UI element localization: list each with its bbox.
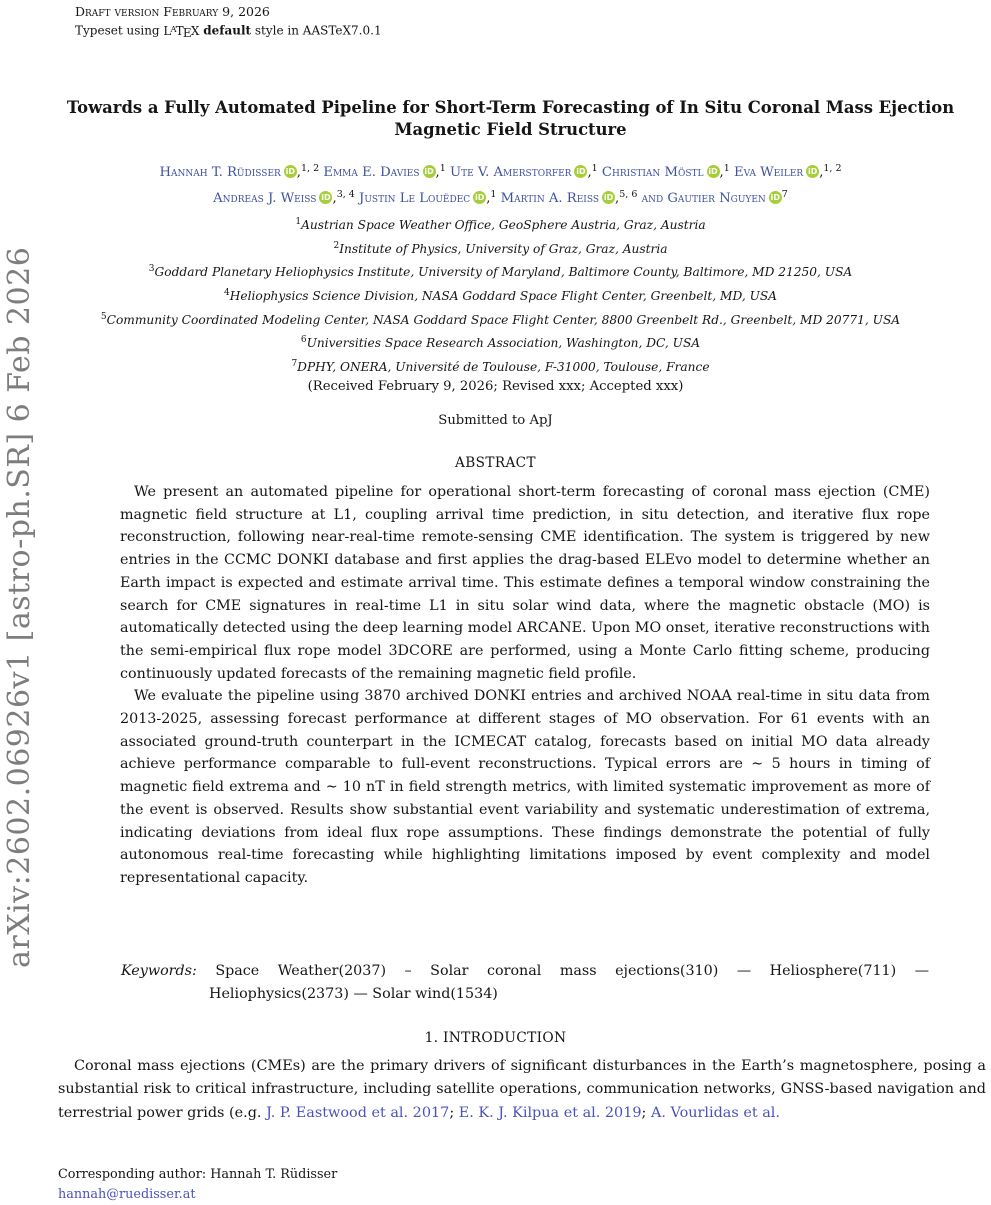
footnote-block (58, 1165, 337, 1205)
affiliation-line: $^6$Universities Space Research Association, Washington, DC, USA (300, 335, 701, 351)
latex-logo: $L^ATEX$ (163, 23, 204, 41)
author (642, 191, 788, 206)
author-link[interactable]: Justin Le Louëdec (359, 191, 471, 206)
affiliation-line: $^1$Austrian Space Weather Office, GeoSphere Austria, Graz, Austria (295, 217, 706, 233)
author-affil-sup: 1, 2 (823, 163, 842, 174)
introduction-paragraph: Coronal mass ejections (CMEs) are the primary drivers of significant disturbances in the Earth’s magnetosphere, posing a substantial risk to critical infrastructure, including satellite operations, communication networks, GNSS-based navigation and terrestrial power grids (e.g. J. P. Eastwood et al. 2017; E. K. J. Kilpua et al. 2019; A. Vourlidas et al. (58, 1058, 986, 1121)
author: Emma E. Davies iD ,$^1$ (323, 163, 446, 180)
author-link[interactable]: Christian Möstl (601, 165, 704, 180)
affiliation-line: $^4$Heliophysics Science Division, NASA Goddard Space Flight Center, Greenbelt, MD, USA (224, 287, 777, 304)
paper-title: Towards a Fully Automated Pipeline for Short-Term Forecasting of In Situ Coronal Mass Ejection Magnetic Field Structure (66, 98, 955, 139)
author-list (20, 158, 981, 210)
author: Christian Möstl iD ,$^1$ (601, 163, 730, 180)
author-affil-sup: 7 (781, 189, 788, 200)
author-affil-sup: 3, 4 (336, 189, 355, 200)
author-affil-sup: 1 (439, 163, 446, 174)
author-affil-sup: 1, 2 (301, 163, 320, 174)
author-link[interactable]: Andreas J. Weiss (213, 191, 317, 206)
orcid-icon[interactable]: iD (603, 193, 614, 202)
affiliation-line: $^5$Community Coordinated Modeling Center, NASA Goddard Space Flight Center, 8800 Greenbelt Rd., Greenbelt, MD 20771, USA (100, 311, 901, 327)
draft-header (75, 2, 382, 43)
author-link[interactable]: Martin A. Reiss (500, 191, 600, 206)
author-link[interactable]: Hannah T. Rüdisser (159, 165, 281, 180)
affiliation-line: $^7$DPHY, ONERA, Université de Toulouse, F-31000, Toulouse, France (291, 358, 710, 374)
typeset-line: Typeset using $L^ATEX$ default style in AASTeX7.0.1 (75, 23, 382, 41)
orcid-icon[interactable]: iD (285, 167, 295, 176)
received-line: (Received February 9, 2026; Revised xxx; Accepted xxx) (307, 379, 684, 394)
citation-link[interactable]: A. Vourlidas et al. (650, 1104, 780, 1121)
author: Ute V. Amerstorfer iD ,$^1$ (449, 163, 598, 180)
keywords-label: Keywords: (121, 963, 197, 979)
abstract-paragraph-2: We evaluate the pipeline using 3870 archived DONKI entries and archived NOAA real-time in situ data from 2013-2025, assessing forecast performance at different stages of MO observation. For 61 events with an associated ground-truth counterpart in the ICMECAT catalog, forecasts based on initial MO data already achieve performance comparable to full-event reconstructions. Typical errors are ∼ 5 hours in timing of magnetic field extrema and ∼ 10 nT in field strength metrics, with limited systematic improvement as more of the event is observed. Results show substantial event variability and systematic underestimation of extrema, indicating deviations from ideal flux rope assumptions. These findings demonstrate the potential of fully autonomous real-time forecasting while highlighting limitations imposed by event complexity and model representational capacity. (120, 688, 930, 886)
author: Andreas J. Weiss iD ,$^{3, 4}$ (213, 189, 355, 206)
orcid-icon[interactable]: iD (770, 193, 780, 202)
author: Justin Le Louëdec iD ,$^1$ (359, 189, 497, 206)
author-affil-sup: 1 (723, 163, 730, 174)
abstract-body (120, 481, 930, 890)
author: Hannah T. Rüdisser iD ,$^{1, 2}$ (159, 163, 320, 180)
author: Martin A. Reiss iD ,$^{5, 6}$ (500, 189, 638, 206)
draft-version-line: Draft version February 9, 2026 (75, 4, 270, 19)
affiliation-line: $^3$Goddard Planetary Heliophysics Institute, University of Maryland, Baltimore County, Baltimore, MD 21250, USA (148, 264, 853, 280)
affiliation-line: $^2$Institute of Physics, University of Graz, Graz, Austria (333, 240, 668, 256)
author-affil-sup: 1 (490, 189, 497, 200)
affiliation-list (20, 212, 981, 378)
corresponding-author-line: Corresponding author: Hannah T. Rüdisser (58, 1167, 338, 1182)
citation-link[interactable]: E. K. J. Kilpua et al. 2019 (458, 1104, 642, 1121)
orcid-icon[interactable]: iD (424, 167, 434, 176)
abstract-heading: ABSTRACT (455, 455, 536, 471)
orcid-icon[interactable]: iD (708, 167, 718, 176)
submitted-line: Submitted to ApJ (438, 413, 553, 428)
orcid-icon[interactable]: iD (576, 167, 586, 176)
orcid-icon[interactable]: iD (321, 193, 331, 202)
abstract-paragraph-1: We present an automated pipeline for operational short-term forecasting of coronal mass ejection (CME) magnetic field structure at L1, coupling arrival time prediction, in situ detection, and iterative flux rope reconstruction, following near-real-time remote-sensing CME identification. The system is triggered by new entries in the CCMC DONKI database and first applies the drag-based ELEvo model to determine whether an Earth impact is expected and estimate arrival time. This estimate defines a temporal window constraining the search for CME signatures in real-time L1 in situ solar wind data, where the magnetic obstacle (MO) is automatically detected using the deep learning model ARCANE. Upon MO onset, iterative reconstructions with the semi-empirical flux rope model 3DCORE are performed, using a Monte Carlo fitting scheme, producing continuously updated forecasts of the remaining magnetic field profile. (120, 484, 930, 682)
corresponding-email-link[interactable]: hannah@ruedisser.at (58, 1187, 196, 1202)
author-link[interactable]: Emma E. Davies (323, 165, 420, 180)
orcid-icon[interactable]: iD (807, 167, 818, 176)
author-affil-sup: 5, 6 (619, 189, 638, 200)
author-link[interactable]: Ute V. Amerstorfer (449, 165, 572, 180)
introduction-body (58, 1055, 986, 1125)
citation-link[interactable]: J. P. Eastwood et al. 2017 (266, 1104, 450, 1121)
orcid-icon[interactable]: iD (474, 193, 485, 202)
keywords-text: Space Weather(2037) – Solar coronal mass ejections(310) — Heliosphere(711) — Heliophysics(2373) — Solar wind(1534) (196, 963, 929, 1002)
author-link[interactable]: Gautier Nguyen (667, 191, 766, 206)
author: Eva Weiler iD ,$^{1, 2}$ (733, 163, 842, 180)
keywords-block (121, 960, 929, 1005)
arxiv-watermark: arXiv:2602.06926v1 [astro-ph.SR] 6 Feb 2026 (2, 246, 37, 968)
author-affil-sup: 1 (591, 163, 598, 174)
section-heading-introduction: 1. INTRODUCTION (424, 1030, 567, 1046)
author-link[interactable]: Eva Weiler (733, 165, 804, 180)
and-label: and (641, 191, 668, 206)
